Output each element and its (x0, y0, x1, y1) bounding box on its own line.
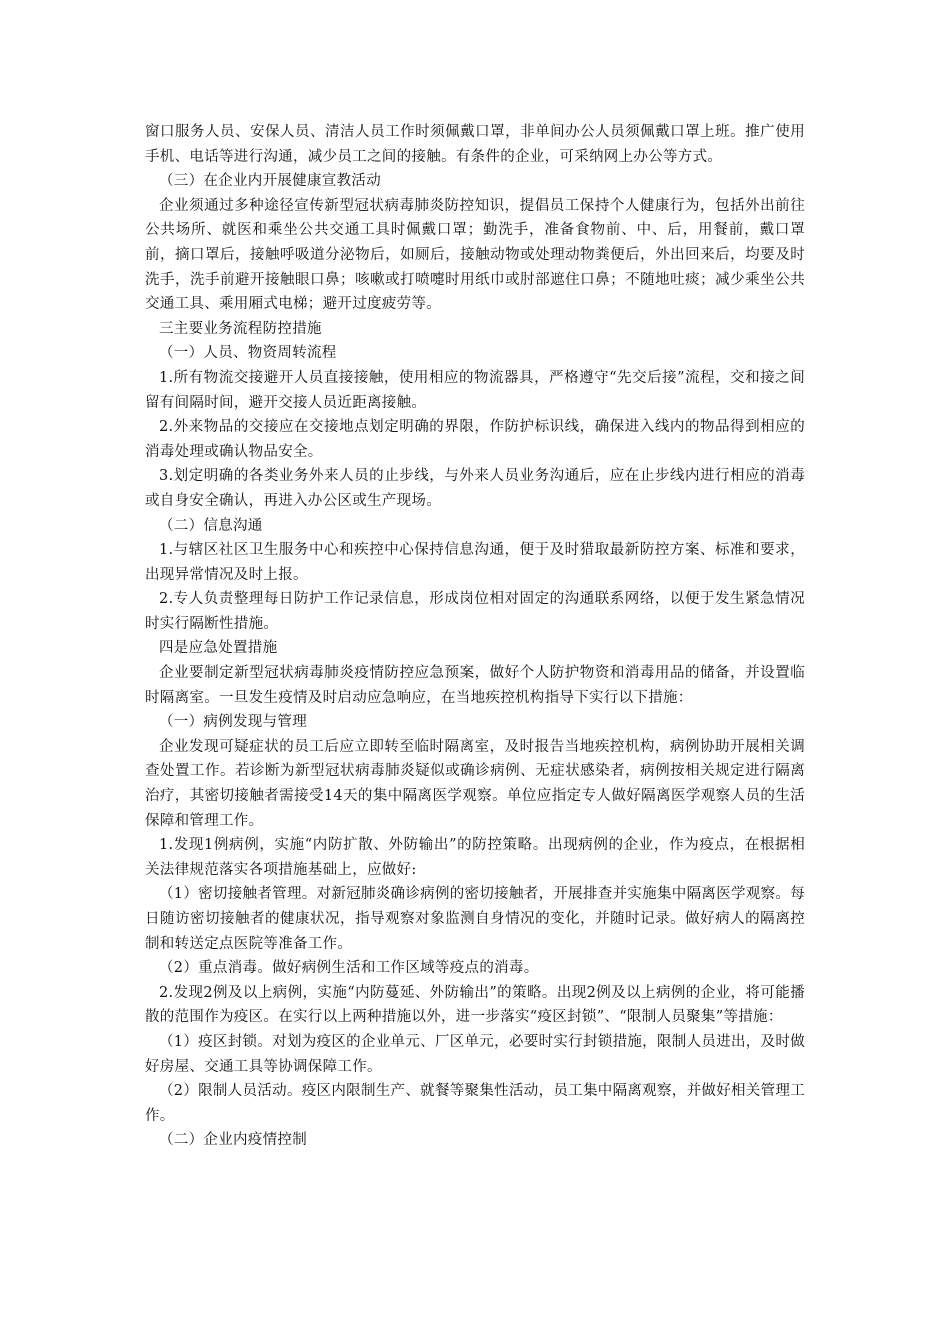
list-item: （2）限制人员活动。疫区内限制生产、就餐等聚集性活动，员工集中隔离观察，并做好相关管理工作。 (145, 1083, 805, 1124)
paragraph: 企业要制定新型冠状病毒肺炎疫情防控应急预案，做好个人防护物资和消毒用品的储备，并设置临时隔离室。一旦发生疫情及时启动应急响应，在当地疾控机构指导下实行以下措施： (145, 665, 805, 706)
paragraph: 窗口服务人员、安保人员、清洁人员工作时须佩戴口罩，非单间办公人员须佩戴口罩上班。推广使用手机、电话等进行沟通，减少员工之间的接触。有条件的企业，可采纳网上办公等方式。 (145, 124, 805, 165)
list-item: （2）重点消毒。做好病例生活和工作区域等疫点的消毒。 (159, 960, 539, 977)
list-item: 2.专人负责整理每日防护工作记录信息，形成岗位相对固定的沟通联系网络，以便于发生紧急情况时实行隔断性措施。 (145, 591, 805, 632)
list-item: （1）密切接触者管理。对新冠肺炎确诊病例的密切接触者，开展排查并实施集中隔离医学观察。每日随访密切接触者的健康状况，指导观察对象监测自身情况的变化，并随时记录。做好病人的隔离控制和转送定点医院等准备工作。 (145, 886, 805, 952)
section-heading: （二）信息沟通 (159, 517, 263, 534)
document-body (145, 120, 805, 1153)
section-heading: 三主要业务流程防控措施 (159, 320, 322, 337)
list-item: 2.外来物品的交接应在交接地点划定明确的界限，作防护标识线，确保进入线内的物品得到相应的消毒处理或确认物品安全。 (145, 419, 805, 460)
section-heading: （一）人员、物资周转流程 (159, 345, 337, 362)
paragraph: 企业须通过多种途径宣传新型冠状病毒肺炎防控知识，提倡员工保持个人健康行为，包括外出前往公共场所、就医和乘坐公共交通工具时佩戴口罩；勤洗手，准备食物前、中、后，用餐前，戴口罩前，摘口罩后，接触呼吸道分泌物后，如厕后，接触动物或处理动物粪便后，外出回来后，均要及时洗手，洗手前避开接触眼口鼻；咳嗽或打喷嚏时用纸巾或肘部遮住口鼻；不随地吐痰；减少乘坐公共交通工具、乘用厢式电梯；避开过度疲劳等。 (145, 197, 805, 313)
section-heading: （三）在企业内开展健康宣教活动 (159, 173, 381, 190)
list-item: 3.划定明确的各类业务外来人员的止步线，与外来人员业务沟通后，应在止步线内进行相应的消毒或自身安全确认，再进入办公区或生产现场。 (145, 468, 805, 509)
paragraph: 企业发现可疑症状的员工后应立即转至临时隔离室，及时报告当地疾控机构，病例协助开展相关调查处置工作。若诊断为新型冠状病毒肺炎疑似或确诊病例、无症状感染者，病例按相关规定进行隔离治疗，其密切接触者需接受14天的集中隔离医学观察。单位应指定专人做好隔离医学观察人员的生活保障和管理工作。 (145, 738, 805, 829)
list-item: （1）疫区封锁。对划为疫区的企业单元、厂区单元，必要时实行封锁措施，限制人员进出，及时做好房屋、交通工具等协调保障工作。 (145, 1033, 805, 1075)
section-heading: 四是应急处置措施 (159, 640, 278, 657)
list-item: 1.发现1例病例，实施“内防扩散、外防输出”的防控策略。出现病例的企业，作为疫点，在根据相关法律规范落实各项措施基础上，应做好: (145, 837, 805, 878)
list-item: 2.发现2例及以上病例，实施“内防蔓延、外防输出”的策略。出现2例及以上病例的企业，将可能播散的范围作为疫区。在实行以上两种措施以外，进一步落实“疫区封锁”、“限制人员聚集”等措施： (145, 984, 805, 1026)
list-item: 1.与辖区社区卫生服务中心和疾控中心保持信息沟通，便于及时猎取最新防控方案、标准和要求，出现异常情况及时上报。 (145, 542, 805, 583)
section-heading: （二）企业内疫情控制 (159, 1132, 307, 1149)
list-item: 1.所有物流交接避开人员直接接触，使用相应的物流器具，严格遵守“先交后接”流程，交和接之间留有间隔时间，避开交接人员近距离接触。 (145, 369, 805, 411)
section-heading: （一）病例发现与管理 (159, 714, 307, 731)
